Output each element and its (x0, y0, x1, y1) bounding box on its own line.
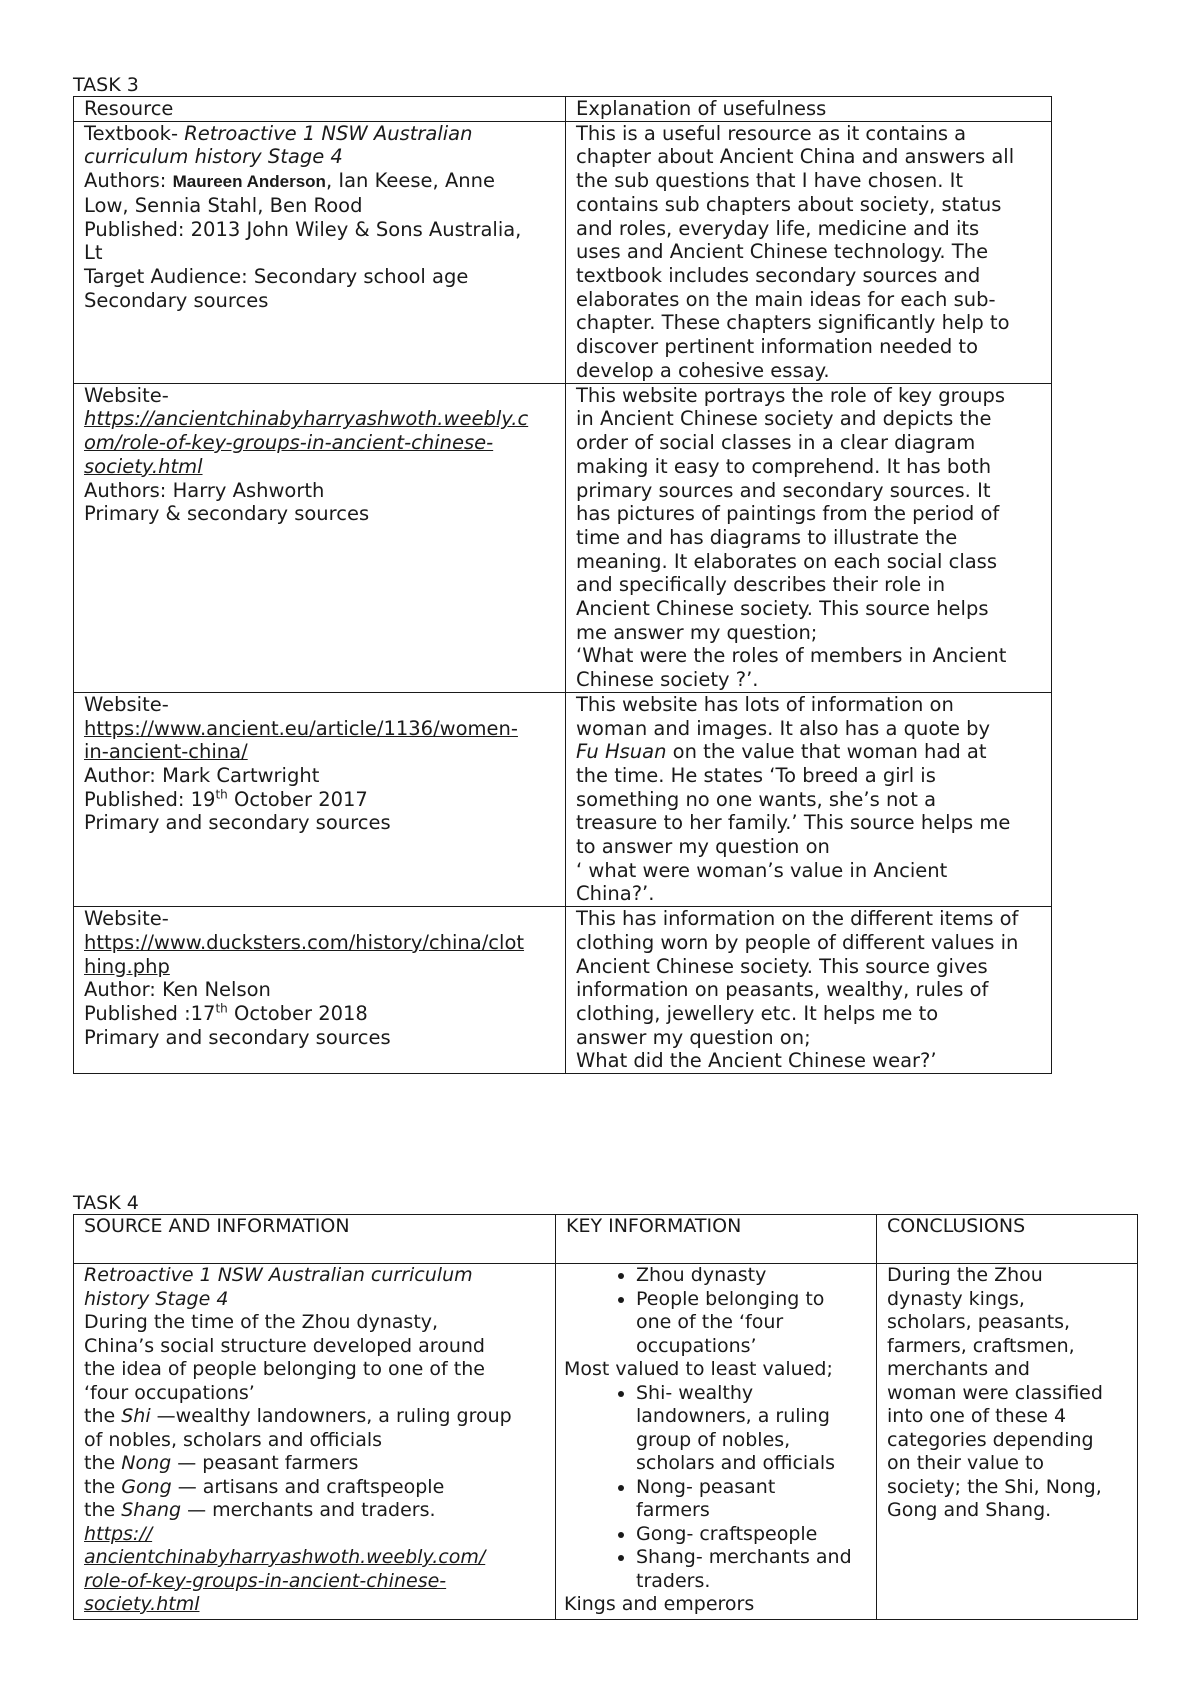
resource-link[interactable]: https://www.ancient.eu/article/1136/women- (84, 716, 518, 740)
explanation-line: in Ancient Chinese society and depicts the (576, 407, 992, 431)
task4-label: TASK 4 (73, 1192, 139, 1214)
conclusions-cell (877, 1264, 1138, 1620)
explanation-line: and roles, everyday life, medicine and its (576, 216, 980, 240)
table-row (74, 1264, 1138, 1620)
published-prefix: Published :17 (84, 1001, 216, 1025)
task3-label: TASK 3 (73, 74, 139, 96)
author: Author: Mark Cartwright (84, 763, 320, 787)
explanation-line: clothing worn by people of different values in (576, 930, 1019, 954)
conclusion-line: During the Zhou (887, 1264, 1043, 1286)
resource-type: Website- (84, 383, 169, 407)
occupation-shi (84, 1405, 547, 1429)
key-info-text: Kings and emperors (564, 1593, 755, 1615)
list-item-text: group of nobles, (636, 1428, 791, 1451)
conclusion-line: woman were classified (887, 1381, 1103, 1404)
explanation-line: treasure to her family.’ This source helps me (576, 811, 1011, 835)
list-item (636, 1523, 868, 1547)
list-item (636, 1288, 868, 1359)
table-row (74, 383, 1052, 692)
explanation-line: This website has lots of information on (576, 692, 954, 716)
book-title-cont: history Stage 4 (84, 1287, 229, 1310)
resource-link[interactable]: https://ancientchinabyharryashwoth.weebly.c (84, 407, 529, 431)
published-suffix: October 2018 (227, 1001, 368, 1025)
ordinal-suffix: th (215, 787, 228, 802)
task4-header-conclusions: CONCLUSIONS (877, 1215, 1138, 1264)
article: the (84, 1475, 122, 1498)
key-info-text: Most valued to least valued; (564, 1358, 833, 1380)
source-text: ‘four occupations’ (84, 1381, 255, 1404)
list-item-text: • Zhou dynasty (636, 1264, 767, 1286)
quoted-person: Fu Hsuan (576, 740, 667, 764)
published: Published: 2013 John Wiley & Sons Australia, (84, 217, 522, 241)
book-title: Retroactive 1 NSW Australian curriculum (84, 1264, 473, 1286)
explanation-line: the sub questions that I have chosen. It (576, 169, 964, 193)
first-author: Maureen Anderson (172, 172, 326, 192)
resource-link-cont[interactable]: hing.php (84, 954, 170, 978)
explanation-line: develop a cohesive essay. (576, 358, 830, 382)
resource-type: Website- (84, 692, 169, 716)
resource-link-cont[interactable]: om/role-of-key-groups-in-ancient-chinese- (84, 431, 494, 455)
authors-rest: , Ian Keese, Anne (325, 169, 496, 193)
conclusion-line: into one of these 4 (887, 1405, 1067, 1427)
explanation-line: discover pertinent information needed to (576, 335, 978, 359)
published-prefix: Published: 19 (84, 787, 216, 811)
occupation-name: Gong (121, 1475, 172, 1498)
task4-header-row (74, 1215, 1138, 1264)
list-item-text: • Nong- peasant (636, 1475, 776, 1498)
list-item-text: • Shang- merchants and (636, 1546, 852, 1568)
explanation-line: contains sub chapters about society, status (576, 192, 1002, 216)
task4-header-source: SOURCE AND INFORMATION (74, 1215, 556, 1264)
explanation-line: China?’. (576, 882, 655, 906)
authors: Authors: Harry Ashworth (84, 478, 325, 502)
task4-header-key-info: KEY INFORMATION (556, 1215, 877, 1264)
published (84, 1002, 557, 1026)
explanation-line (576, 740, 1043, 764)
resource-cell-website-nelson (74, 907, 566, 1074)
resource-cell-website-cartwright (74, 692, 566, 906)
occupation-name: Nong (121, 1452, 172, 1474)
source-text: China’s social structure developed around (84, 1334, 485, 1357)
list-item (636, 1264, 868, 1288)
conclusion-line: Gong and Shang. (887, 1499, 1052, 1521)
explanation-cell (566, 383, 1052, 692)
explanation-cell (566, 907, 1052, 1074)
occupation-desc: — artisans and craftspeople (171, 1475, 445, 1498)
explanation-line: making it easy to comprehend. It has both (576, 454, 992, 478)
explanation-line: to answer my question on (576, 835, 830, 859)
conclusion-line: society; the Shi, Nong, (887, 1475, 1102, 1498)
explanation-line: the time. He states ‘To breed a girl is (576, 763, 936, 787)
list-item-text: • People belonging to (636, 1287, 825, 1310)
occupation-nong (84, 1452, 547, 1476)
published-cont: Lt (84, 241, 103, 265)
published (84, 788, 557, 812)
list-item-text: • Gong- craftspeople (636, 1522, 818, 1545)
key-info-list-b (564, 1382, 868, 1594)
list-item (636, 1476, 868, 1523)
resource-link-cont[interactable]: in-ancient-china/ (84, 740, 248, 764)
explanation-line: something no one wants, she’s not a (576, 787, 937, 811)
article: the (84, 1452, 122, 1474)
conclusion-line: categories depending (887, 1428, 1094, 1451)
explanation-line: textbook includes secondary sources and (576, 263, 981, 287)
explanation-line: This website portrays the role of key groups (576, 383, 1006, 407)
explanation-line: uses and Ancient Chinese technology. The (576, 240, 989, 264)
explanation-line: chapter. These chapters significantly help to (576, 311, 1010, 335)
task3-table (73, 96, 1052, 1074)
target-audience: Target Audience: Secondary school age (84, 264, 469, 288)
key-information-cell (556, 1264, 877, 1620)
published-suffix: October 2017 (227, 787, 368, 811)
occupation-name: Shi (121, 1405, 151, 1427)
conclusion-line: dynasty kings, (887, 1287, 1025, 1310)
resource-type: Textbook- (84, 121, 185, 145)
explanation-cell (566, 121, 1052, 383)
occupation-desc: — peasant farmers (171, 1452, 359, 1474)
source-information-cell (74, 1264, 556, 1620)
explanation-line: primary sources and secondary sources. It (576, 478, 991, 502)
occupation-desc-cont: of nobles, scholars and officials (84, 1428, 383, 1451)
list-item-text: landowners, a ruling (636, 1405, 830, 1427)
list-item-text: one of the ‘four (636, 1311, 784, 1333)
book-title: Retroactive 1 NSW Australian (184, 121, 473, 145)
explanation-line: What did the Ancient Chinese wear?’ (576, 1049, 937, 1073)
ordinal-suffix: th (215, 1001, 228, 1016)
resource-link[interactable]: https://www.ducksters.com/history/china/clot (84, 930, 525, 954)
key-info-list-a (564, 1264, 868, 1358)
explanation-line: me answer my question; (576, 620, 818, 644)
occupation-shang (84, 1499, 547, 1523)
list-item-text: occupations’ (636, 1334, 757, 1357)
authors-cont: Low, Sennia Stahl, Ben Rood (84, 193, 363, 217)
article: the (84, 1405, 122, 1427)
explanation-line: answer my question on; (576, 1025, 811, 1049)
explanation-text: on the value that woman had at (666, 740, 987, 764)
explanation-cell (566, 692, 1052, 906)
book-title-cont: curriculum history Stage 4 (84, 145, 343, 169)
list-item-text: traders. (636, 1569, 711, 1592)
resource-cell-textbook (74, 121, 566, 383)
explanation-line: meaning. It elaborates on each social class (576, 549, 998, 573)
resource-cell-website-ashworth (74, 383, 566, 692)
explanation-line: information on peasants, wealthy, rules of (576, 978, 989, 1002)
occupation-gong (84, 1476, 547, 1500)
explanation-line: and specifically describes their role in (576, 573, 946, 597)
authors-prefix: Authors: (84, 169, 173, 193)
list-item (636, 1382, 868, 1476)
explanation-line: order of social classes in a clear diagram (576, 431, 976, 455)
resource-link-cont[interactable]: society.html (84, 454, 203, 478)
task3-header-row (74, 97, 1052, 122)
source-link[interactable]: https:// (84, 1522, 153, 1545)
explanation-line: elaborates on the main ideas for each sub- (576, 287, 996, 311)
resource-type: Website- (84, 907, 169, 931)
task4-table (73, 1214, 1138, 1620)
explanation-line: ‘ what were woman’s value in Ancient (576, 858, 948, 882)
source-type: Primary and secondary sources (84, 1025, 391, 1049)
source-text: the idea of people belonging to one of the (84, 1358, 485, 1380)
explanation-line: has pictures of paintings from the period of (576, 502, 1000, 526)
explanation-line: ‘What were the roles of members in Ancient (576, 644, 1007, 668)
source-type: Secondary sources (84, 288, 269, 312)
explanation-line: Ancient Chinese society. This source helps (576, 597, 989, 621)
conclusion-line: farmers, craftsmen, (887, 1334, 1075, 1357)
task3-header-explanation: Explanation of usefulness (566, 97, 1052, 122)
explanation-line: woman and images. It also has a quote by (576, 716, 991, 740)
list-item-text: scholars and officials (636, 1452, 836, 1474)
source-link-cont[interactable]: role-of-key-groups-in-ancient-chinese- (84, 1569, 447, 1592)
explanation-line: This is a useful resource as it contains a (576, 121, 967, 145)
explanation-line: This has information on the different items of (576, 907, 1019, 931)
source-type: Primary & secondary sources (84, 502, 370, 526)
author: Author: Ken Nelson (84, 978, 271, 1002)
list-item (636, 1546, 868, 1593)
occupation-desc: — merchants and traders. (181, 1499, 436, 1521)
conclusion-line: scholars, peasants, (887, 1311, 1071, 1333)
occupation-desc: —wealthy landowners, a ruling group (150, 1405, 512, 1427)
table-row (74, 692, 1052, 906)
source-text: During the time of the Zhou dynasty, (84, 1311, 439, 1333)
list-item-text: farmers (636, 1499, 710, 1521)
table-row (74, 121, 1052, 383)
occupation-name: Shang (121, 1499, 182, 1521)
source-type: Primary and secondary sources (84, 811, 391, 835)
explanation-line: clothing, jewellery etc. It helps me to (576, 1001, 939, 1025)
explanation-line: Chinese society ?’. (576, 668, 759, 692)
explanation-line: chapter about Ancient China and answers all (576, 145, 1015, 169)
article: the (84, 1499, 122, 1521)
explanation-line: Ancient Chinese society. This source gives (576, 954, 988, 978)
conclusion-line: on their value to (887, 1452, 1045, 1474)
explanation-line: time and has diagrams to illustrate the (576, 525, 958, 549)
list-item-text: • Shi- wealthy (636, 1381, 754, 1404)
task3-header-resource: Resource (74, 97, 566, 122)
source-link-cont[interactable]: ancientchinabyharryashwoth.weebly.com/ (84, 1546, 486, 1568)
table-row (74, 907, 1052, 1074)
conclusion-line: merchants and (887, 1358, 1030, 1380)
source-link-cont[interactable]: society.html (84, 1593, 200, 1615)
